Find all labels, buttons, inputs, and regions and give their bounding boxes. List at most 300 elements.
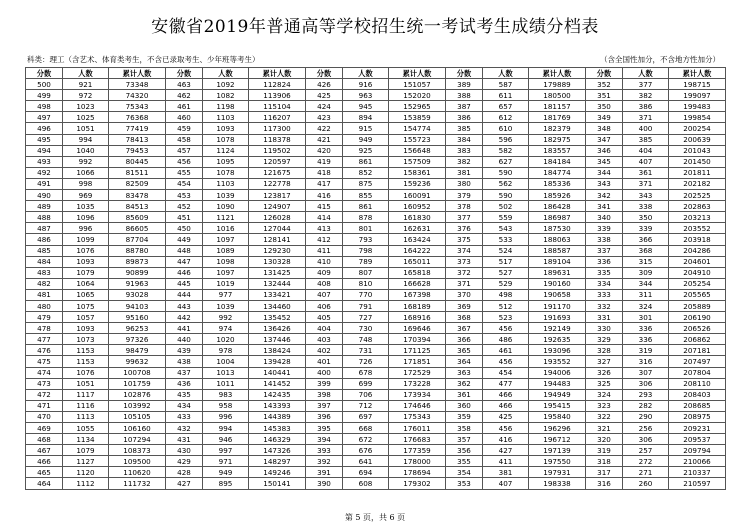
table-cell: 191170 (529, 300, 586, 311)
table-cell: 371 (446, 278, 483, 289)
table-cell: 168189 (389, 300, 446, 311)
table-cell: 1078 (203, 134, 249, 145)
table-cell: 447 (166, 256, 203, 267)
table-cell: 386 (446, 112, 483, 123)
table-cell: 492 (26, 167, 63, 178)
table-cell: 401 (306, 356, 343, 367)
table-row (26, 201, 726, 212)
table-cell: 1076 (63, 367, 109, 378)
table-cell: 366 (623, 234, 669, 245)
table-cell: 356 (446, 445, 483, 456)
table-cell: 77419 (109, 123, 166, 134)
table-cell: 339 (586, 223, 623, 234)
table-cell: 379 (446, 190, 483, 201)
table-cell: 200254 (669, 123, 726, 134)
table-cell: 382 (446, 156, 483, 167)
table-cell: 977 (203, 289, 249, 300)
table-cell: 206526 (669, 323, 726, 334)
table-cell: 140441 (249, 367, 306, 378)
table-cell: 257 (623, 445, 669, 456)
table-cell: 798 (343, 245, 389, 256)
table-cell: 359 (446, 411, 483, 422)
table-cell: 208403 (669, 389, 726, 400)
table-cell: 457 (166, 145, 203, 156)
table-cell: 533 (483, 234, 529, 245)
table-row (26, 156, 726, 167)
table-cell: 1013 (203, 367, 249, 378)
table-cell: 185926 (529, 190, 586, 201)
table-cell: 479 (26, 312, 63, 323)
table-cell: 403 (306, 334, 343, 345)
table-cell: 411 (483, 456, 529, 467)
table-cell: 123817 (249, 190, 306, 201)
table-cell: 949 (203, 467, 249, 478)
table-row (26, 423, 726, 434)
table-cell: 90899 (109, 267, 166, 278)
table-cell: 149246 (249, 467, 306, 478)
table-cell: 256 (623, 423, 669, 434)
table-cell: 612 (483, 112, 529, 123)
table-cell: 482 (26, 278, 63, 289)
table-cell: 488 (26, 212, 63, 223)
table-cell: 451 (166, 212, 203, 223)
table-cell: 627 (483, 156, 529, 167)
table-cell: 1098 (203, 256, 249, 267)
table-cell: 435 (166, 389, 203, 400)
table-cell: 196296 (529, 423, 586, 434)
table-cell: 466 (483, 400, 529, 411)
table-cell: 168916 (389, 312, 446, 323)
table-cell: 322 (586, 411, 623, 422)
table-cell: 344 (586, 167, 623, 178)
table-cell: 498 (26, 101, 63, 112)
table-cell: 485 (26, 245, 63, 256)
table-cell: 1057 (63, 312, 109, 323)
table-cell: 407 (483, 478, 529, 489)
table-row (26, 178, 726, 189)
table-cell: 395 (306, 423, 343, 434)
table-cell: 400 (623, 123, 669, 134)
table-cell: 121675 (249, 167, 306, 178)
table-cell: 335 (586, 267, 623, 278)
table-cell: 129230 (249, 245, 306, 256)
table-cell: 329 (586, 334, 623, 345)
table-cell: 425 (306, 90, 343, 101)
table-cell: 727 (343, 312, 389, 323)
table-cell: 562 (483, 178, 529, 189)
table-row (26, 123, 726, 134)
table-cell: 427 (483, 445, 529, 456)
table-cell: 559 (483, 212, 529, 223)
table-cell: 697 (343, 411, 389, 422)
table-cell: 349 (586, 112, 623, 123)
table-cell: 415 (306, 201, 343, 212)
table-cell: 427 (166, 478, 203, 489)
table-cell: 657 (483, 101, 529, 112)
table-row (26, 101, 726, 112)
table-cell: 439 (166, 345, 203, 356)
table-cell: 357 (446, 434, 483, 445)
table-cell: 142435 (249, 389, 306, 400)
table-cell: 998 (63, 178, 109, 189)
table-cell: 878 (343, 212, 389, 223)
table-cell: 347 (586, 134, 623, 145)
table-cell: 1020 (203, 334, 249, 345)
table-cell: 587 (483, 79, 529, 90)
table-cell: 137446 (249, 334, 306, 345)
table-cell: 500 (26, 79, 63, 90)
table-cell: 128141 (249, 234, 306, 245)
table-cell: 360 (446, 400, 483, 411)
table-cell: 428 (166, 467, 203, 478)
table-row (26, 389, 726, 400)
table-cell: 370 (446, 289, 483, 300)
table-cell: 455 (166, 167, 203, 178)
table-cell: 894 (343, 112, 389, 123)
table-cell: 117300 (249, 123, 306, 134)
table-cell: 1097 (203, 267, 249, 278)
table-cell: 367 (446, 323, 483, 334)
table-cell: 1039 (203, 300, 249, 311)
table-cell: 336 (623, 323, 669, 334)
table-cell: 441 (166, 323, 203, 334)
table-cell: 365 (446, 345, 483, 356)
table-cell: 610 (483, 123, 529, 134)
table-cell: 139428 (249, 356, 306, 367)
table-cell: 180500 (529, 90, 586, 101)
table-cell: 171125 (389, 345, 446, 356)
table-cell: 103992 (109, 400, 166, 411)
table-cell: 271 (623, 467, 669, 478)
table-cell: 458 (166, 134, 203, 145)
table-cell: 487 (26, 223, 63, 234)
table-cell: 176011 (389, 423, 446, 434)
table-cell: 416 (306, 190, 343, 201)
table-cell: 319 (623, 345, 669, 356)
table-cell: 147326 (249, 445, 306, 456)
table-cell: 502 (483, 201, 529, 212)
table-cell: 205254 (669, 278, 726, 289)
table-cell: 293 (623, 389, 669, 400)
table-cell: 416 (483, 434, 529, 445)
table-cell: 1051 (63, 378, 109, 389)
table-cell: 138424 (249, 345, 306, 356)
table-cell: 404 (623, 145, 669, 156)
table-cell: 1093 (63, 256, 109, 267)
table-cell: 406 (306, 300, 343, 311)
table-row (26, 434, 726, 445)
table-cell: 341 (586, 201, 623, 212)
table-cell: 306 (623, 434, 669, 445)
table-cell: 209231 (669, 423, 726, 434)
table-cell: 176683 (389, 434, 446, 445)
table-cell: 730 (343, 323, 389, 334)
table-cell: 381 (483, 467, 529, 478)
table-cell: 197139 (529, 445, 586, 456)
table-cell: 407 (623, 156, 669, 167)
table-cell: 1064 (63, 278, 109, 289)
table-cell: 207181 (669, 345, 726, 356)
table-cell: 473 (26, 378, 63, 389)
table-cell: 183557 (529, 145, 586, 156)
table-cell: 355 (446, 456, 483, 467)
table-cell: 978 (203, 345, 249, 356)
table-cell: 915 (343, 123, 389, 134)
table-cell: 181769 (529, 112, 586, 123)
table-cell: 111732 (109, 478, 166, 489)
table-cell: 133421 (249, 289, 306, 300)
table-cell: 164222 (389, 245, 446, 256)
table-cell: 1112 (63, 478, 109, 489)
table-cell: 1127 (63, 456, 109, 467)
table-cell: 1079 (63, 445, 109, 456)
table-cell: 354 (446, 467, 483, 478)
table-cell: 442 (166, 312, 203, 323)
table-row (26, 134, 726, 145)
table-cell: 186987 (529, 212, 586, 223)
table-cell: 641 (343, 456, 389, 467)
table-cell: 1016 (203, 223, 249, 234)
table-cell: 181157 (529, 101, 586, 112)
table-cell: 130328 (249, 256, 306, 267)
page-number: 第 5 页，共 6 页 (344, 513, 406, 522)
table-cell: 101759 (109, 378, 166, 389)
table-cell: 1120 (63, 467, 109, 478)
table-cell: 206862 (669, 334, 726, 345)
table-cell: 472 (26, 389, 63, 400)
table-cell: 328 (586, 345, 623, 356)
table-cell: 393 (306, 445, 343, 456)
table-cell: 82509 (109, 178, 166, 189)
table-cell: 163424 (389, 234, 446, 245)
table-cell: 73348 (109, 79, 166, 90)
table-cell: 972 (63, 90, 109, 101)
table-cell: 368 (623, 245, 669, 256)
table-cell: 1090 (203, 201, 249, 212)
table-cell: 197550 (529, 456, 586, 467)
table-cell: 376 (446, 223, 483, 234)
table-cell: 155723 (389, 134, 446, 145)
table-cell: 343 (586, 178, 623, 189)
table-cell: 1089 (203, 245, 249, 256)
table-cell: 366 (446, 334, 483, 345)
table-cell: 1055 (63, 423, 109, 434)
table-cell: 208685 (669, 400, 726, 411)
table-cell: 810 (343, 278, 389, 289)
table-cell: 390 (306, 478, 343, 489)
table-cell: 210337 (669, 467, 726, 478)
table-cell: 152965 (389, 101, 446, 112)
table-cell: 480 (26, 300, 63, 311)
table-cell: 80445 (109, 156, 166, 167)
table-cell: 1079 (63, 267, 109, 278)
table-cell: 85609 (109, 212, 166, 223)
table-row (26, 212, 726, 223)
table-cell: 377 (446, 212, 483, 223)
table-cell: 204601 (669, 256, 726, 267)
table-cell: 731 (343, 345, 389, 356)
table-cell: 375 (446, 234, 483, 245)
table-cell: 466 (483, 389, 529, 400)
table-cell: 201450 (669, 156, 726, 167)
table-body (26, 79, 726, 489)
table-cell: 361 (446, 389, 483, 400)
table-cell: 678 (343, 367, 389, 378)
table-cell: 1113 (63, 411, 109, 422)
table-cell: 371 (623, 112, 669, 123)
table-cell: 127044 (249, 223, 306, 234)
column-header: 人数 (343, 68, 389, 79)
table-cell: 184184 (529, 156, 586, 167)
table-cell: 791 (343, 300, 389, 311)
table-cell: 135452 (249, 312, 306, 323)
table-cell: 1075 (63, 300, 109, 311)
table-cell: 134460 (249, 300, 306, 311)
table-cell: 145383 (249, 423, 306, 434)
table-cell: 178694 (389, 467, 446, 478)
table-cell: 344 (623, 278, 669, 289)
table-cell: 512 (483, 300, 529, 311)
table-cell: 316 (586, 478, 623, 489)
table-cell: 192149 (529, 323, 586, 334)
table-cell: 136426 (249, 323, 306, 334)
table-cell: 336 (586, 256, 623, 267)
table-cell: 422 (306, 123, 343, 134)
table-cell: 590 (483, 190, 529, 201)
table-cell: 170394 (389, 334, 446, 345)
table-cell: 195415 (529, 400, 586, 411)
table-cell: 350 (586, 101, 623, 112)
table-cell: 74320 (109, 90, 166, 101)
table-cell: 206190 (669, 312, 726, 323)
table-cell: 320 (586, 434, 623, 445)
table-cell: 188587 (529, 245, 586, 256)
table-cell: 75343 (109, 101, 166, 112)
table-cell: 481 (26, 289, 63, 300)
table-cell: 95160 (109, 312, 166, 323)
table-cell: 405 (306, 312, 343, 323)
table-cell: 110620 (109, 467, 166, 478)
table-cell: 189631 (529, 267, 586, 278)
table-cell: 343 (623, 190, 669, 201)
table-cell: 1198 (203, 101, 249, 112)
table-cell: 196712 (529, 434, 586, 445)
table-cell: 105105 (109, 411, 166, 422)
table-cell: 459 (166, 123, 203, 134)
table-cell: 443 (166, 300, 203, 311)
table-cell: 461 (483, 345, 529, 356)
table-cell: 202863 (669, 201, 726, 212)
table-cell: 179302 (389, 478, 446, 489)
table-cell: 448 (166, 245, 203, 256)
table-cell: 350 (623, 212, 669, 223)
table-row (26, 90, 726, 101)
table-row (26, 79, 726, 90)
table-cell: 184774 (529, 167, 586, 178)
table-cell: 148297 (249, 456, 306, 467)
column-header: 累计人数 (249, 68, 306, 79)
table-cell: 676 (343, 445, 389, 456)
table-cell: 1051 (63, 123, 109, 134)
table-cell: 389 (446, 79, 483, 90)
table-cell: 153859 (389, 112, 446, 123)
table-cell: 420 (306, 145, 343, 156)
table-cell: 491 (26, 178, 63, 189)
table-row (26, 234, 726, 245)
category-note: 科类：理工（含艺术、体育类考生，不含已录取考生、少年班等考生） (27, 55, 260, 64)
table-cell: 205889 (669, 300, 726, 311)
table-cell: 368 (446, 312, 483, 323)
table-cell: 173934 (389, 389, 446, 400)
table-cell: 440 (166, 334, 203, 345)
table-cell: 392 (306, 456, 343, 467)
table-cell: 386 (623, 101, 669, 112)
table-cell: 166628 (389, 278, 446, 289)
table-cell: 190160 (529, 278, 586, 289)
column-header: 分数 (586, 68, 623, 79)
table-cell: 364 (446, 356, 483, 367)
table-cell: 87704 (109, 234, 166, 245)
table-cell: 338 (623, 201, 669, 212)
table-cell: 143393 (249, 400, 306, 411)
table-cell: 172529 (389, 367, 446, 378)
table-cell: 611 (483, 90, 529, 101)
table-cell: 120597 (249, 156, 306, 167)
table-cell: 397 (306, 400, 343, 411)
table-cell: 971 (203, 456, 249, 467)
table-cell: 445 (166, 278, 203, 289)
table-cell: 371 (623, 178, 669, 189)
table-cell: 470 (26, 411, 63, 422)
table-row (26, 400, 726, 411)
table-cell: 107294 (109, 434, 166, 445)
table-cell: 1066 (63, 167, 109, 178)
table-cell: 1116 (63, 400, 109, 411)
table-cell: 115104 (249, 101, 306, 112)
table-cell: 1099 (63, 234, 109, 245)
table-cell: 963 (343, 90, 389, 101)
table-cell: 449 (166, 234, 203, 245)
table-cell: 418 (306, 167, 343, 178)
table-cell: 462 (166, 90, 203, 101)
table-cell: 201811 (669, 167, 726, 178)
table-row (26, 411, 726, 422)
table-cell: 146329 (249, 434, 306, 445)
table-row (26, 289, 726, 300)
table-cell: 131425 (249, 267, 306, 278)
table-cell: 946 (203, 434, 249, 445)
table-cell: 337 (586, 245, 623, 256)
table-cell: 152020 (389, 90, 446, 101)
table-cell: 1096 (63, 212, 109, 223)
table-cell: 165011 (389, 256, 446, 267)
table-cell: 346 (586, 145, 623, 156)
table-cell: 171851 (389, 356, 446, 367)
table-cell: 384 (446, 134, 483, 145)
table-cell: 124907 (249, 201, 306, 212)
table-row (26, 367, 726, 378)
table-cell: 434 (166, 400, 203, 411)
table-cell: 260 (623, 478, 669, 489)
table-cell: 388 (446, 90, 483, 101)
table-cell: 78413 (109, 134, 166, 145)
table-cell: 108373 (109, 445, 166, 456)
table-cell: 529 (483, 278, 529, 289)
table-cell: 465 (26, 467, 63, 478)
table-cell: 1103 (203, 178, 249, 189)
table-cell: 207497 (669, 356, 726, 367)
table-cell: 411 (306, 245, 343, 256)
